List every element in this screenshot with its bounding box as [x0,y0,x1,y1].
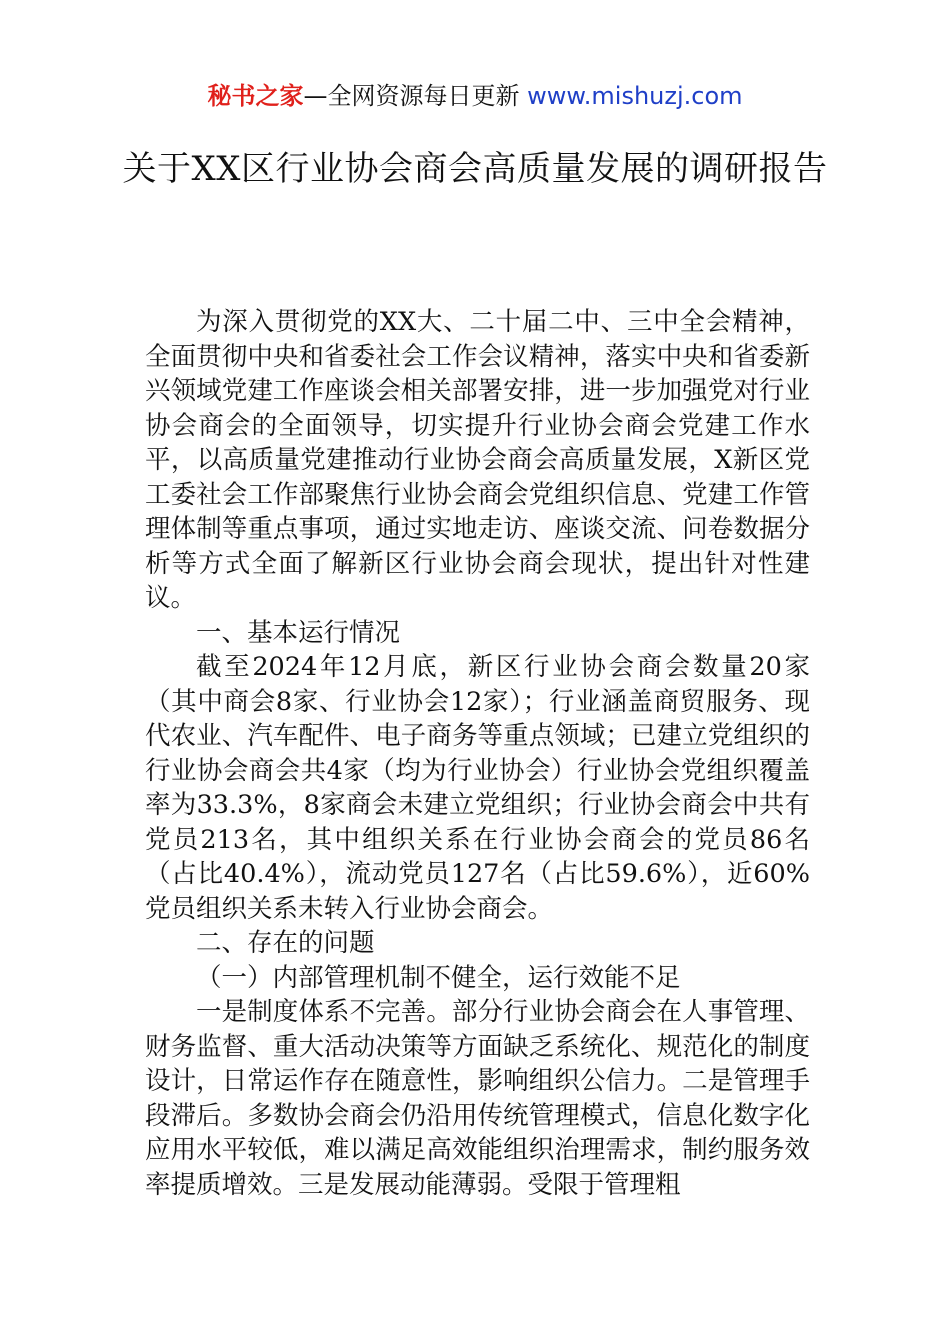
site-url[interactable]: www.mishuzj.com [527,82,743,110]
document-title: 关于XX区行业协会商会高质量发展的调研报告 [122,149,828,189]
site-brand: 秘书之家 [207,82,304,110]
site-tagline: —全网资源每日更新 [303,82,528,110]
basic-status-paragraph: 截至2024年12月底，新区行业协会商会数量20家（其中商会8家、行业协会12家）；行业涵盖商贸服务、现代农业、汽车配件、电子商务等重点领域；已建立党组织的行业协会商会共4家（均为行业协会）行业协会党组织覆盖率为33.3%，8家商会未建立党组织；行业协会商会中共有党员213名，其中组织关系在行业协会商会的党员86名（占比40.4%），流动党员127名（占比59.6%），近60%党员组织关系未转入行业协会商会。 [145,652,810,924]
intro-paragraph: 为深入贯彻党的XX大、二十届二中、三中全会精神，全面贯彻中央和省委社会工作会议精神，落实中央和省委新兴领域党建工作座谈会相关部署安排，进一步加强党对行业协会商会的全面领导，切实提升行业协会商会党建工作水平，以高质量党建推动行业协会商会高质量发展，X新区党工委社会工作部聚焦行业协会商会党组织信息、党建工作管理体制等重点事项，通过实地走访、座谈交流、问卷数据分析等方式全面了解新区行业协会商会现状，提出针对性建议。 [145,307,810,613]
section-heading-basic-status: 一、基本运行情况 [196,617,401,648]
document-body [145,305,810,1202]
subsection-heading-management: （一）内部管理机制不健全，运行效能不足 [196,962,681,993]
site-header [0,80,950,112]
section-heading-problems: 二、存在的问题 [196,928,375,958]
management-paragraph: 一是制度体系不完善。部分行业协会商会在人事管理、财务监督、重大活动决策等方面缺乏系统化、规范化的制度设计，日常运作存在随意性，影响组织公信力。二是管理手段滞后。多数协会商会仍沿用传统管理模式，信息化数字化应用水平较低，难以满足高效能组织治理需求，制约服务效率提质增效。三是发展动能薄弱。受限于管理粗 [145,997,810,1200]
